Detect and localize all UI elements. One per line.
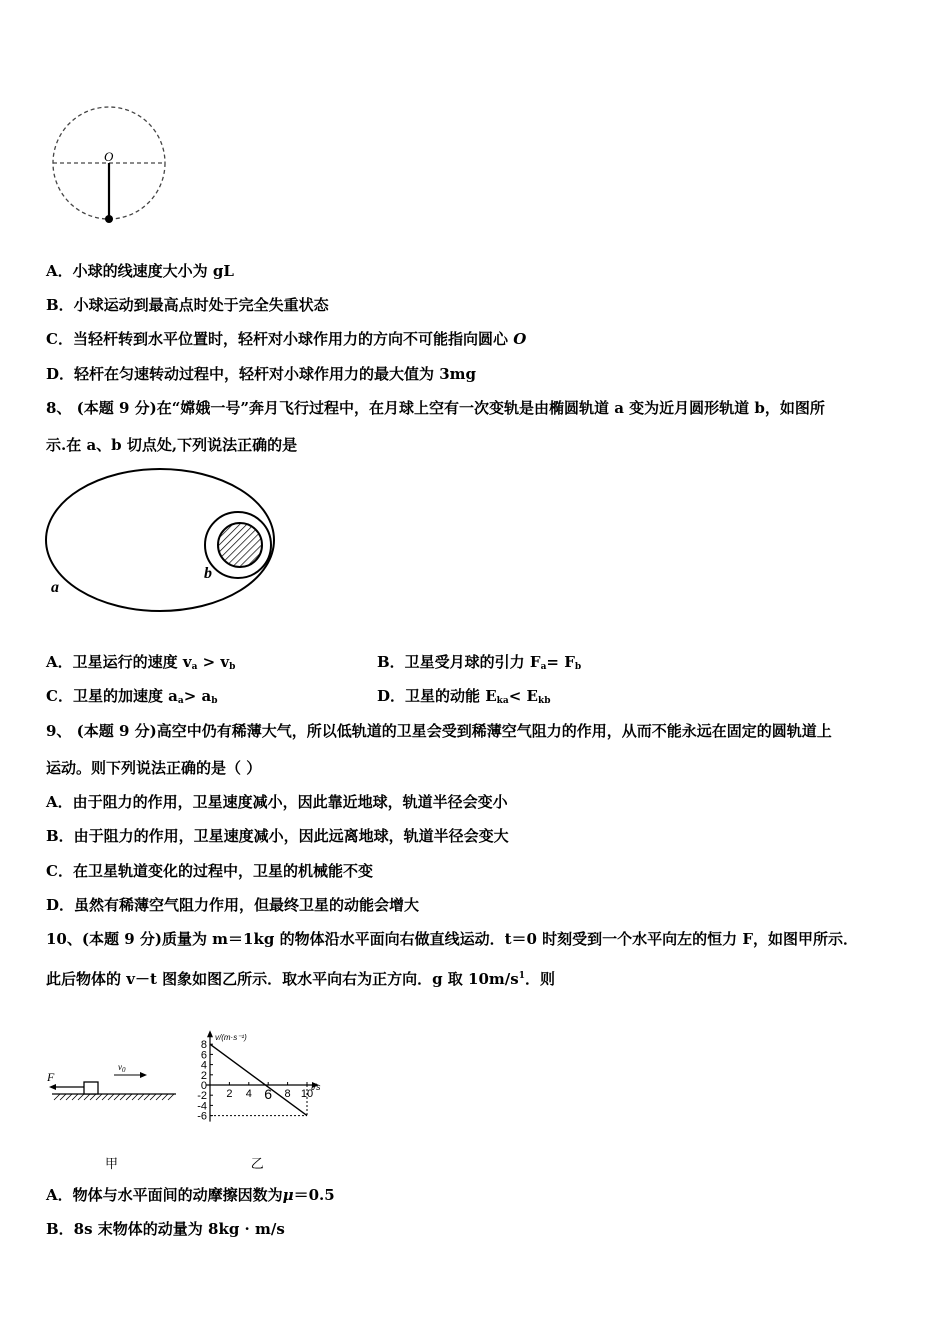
q8-opt-b-text: B．卫星受月球的引力 F	[377, 653, 541, 671]
q7-circle-figure	[48, 100, 170, 230]
small-ball	[105, 215, 113, 223]
label-f: F	[47, 1070, 55, 1084]
q8-opt-b-sub2: b	[574, 662, 582, 672]
q9-stem-line-2: 运动。则下列说法正确的是（ ）	[46, 759, 262, 777]
q9-option-d: D．虽然有稀薄空气阻力作用，但最终卫星的动能会增大	[46, 896, 420, 914]
caption-yi: 乙	[250, 1157, 264, 1172]
q8-orbit-figure	[44, 465, 284, 615]
x-tick-label: 10	[300, 1088, 314, 1100]
q8-opt-c-sub2: b	[211, 696, 218, 706]
q7-option-a: A．小球的线速度大小为 gL	[46, 262, 234, 280]
label-v0-main: v	[118, 1062, 122, 1072]
q8-opt-d-mid: < E	[508, 687, 538, 705]
q8-stem-line-2: 示.在 a、b 切点处,下列说法正确的是	[46, 436, 298, 454]
y-tick-label: 2	[200, 1069, 207, 1082]
y-tick-label: 4	[200, 1059, 207, 1072]
label-v0	[118, 1062, 126, 1074]
orbit-label-b: b	[204, 565, 212, 582]
q7-option-c-text: C．当轻杆转到水平位置时，轻杆对小球作用力的方向不可能指向圆心	[46, 330, 508, 348]
q10-stem-line-2	[46, 966, 555, 989]
y-axis-arrow	[207, 1030, 213, 1037]
orbit-label-a: a	[51, 579, 59, 596]
block	[84, 1082, 98, 1094]
q8-opt-a-sub1: a	[191, 662, 198, 672]
x-tick-label: 4	[245, 1088, 252, 1100]
x-axis-label: t/s	[311, 1082, 321, 1092]
q10-stem-line-2-text: 此后物体的 v－t 图象如图乙所示．取水平向右为正方向．g 取 10m/s	[46, 970, 519, 988]
y-tick-label: 6	[200, 1049, 207, 1062]
x-tick-label: 8	[284, 1088, 291, 1100]
q10-option-a	[46, 1185, 335, 1205]
q8-opt-a-mid: > v	[197, 653, 230, 671]
q8-opt-d-sub1: ka	[496, 696, 509, 706]
q9-option-c: C．在卫星轨道变化的过程中，卫星的机械能不变	[46, 862, 373, 880]
q10-stem-line-1: 10、(本题 9 分)质量为 m＝1kg 的物体沿水平面向右做直线运动．t＝0 时刻受到一个水平向左的恒力 F，如图甲所示．	[46, 930, 859, 948]
y-tick-label: 0	[200, 1080, 207, 1092]
q8-opt-c-sub1: a	[177, 696, 184, 706]
q10-opt-a-mu: μ	[282, 1186, 294, 1204]
label-v0-sub: 0	[122, 1066, 126, 1074]
q10-vt-chart	[190, 998, 350, 1173]
y-tick-label: 8	[200, 1039, 207, 1052]
velocity-arrowhead	[140, 1072, 147, 1078]
q8-opt-b-sub1: a	[540, 662, 547, 672]
y-tick-label: -4	[197, 1100, 207, 1113]
y-axis-label: v/(m·s⁻¹)	[215, 1033, 247, 1043]
x-tick-label: 6	[264, 1086, 273, 1102]
q8-opt-c-text: C．卫星的加速度 a	[46, 687, 178, 705]
q9-stem-line-1: 9、 (本题 9 分)高空中仍有稀薄大气，所以低轨道的卫星会受到稀薄空气阻力的作用，从而不能永远在固定的圆轨道上	[46, 722, 832, 740]
q8-opt-c-mid: > a	[183, 687, 212, 705]
q8-option-c	[46, 686, 218, 711]
q10-stem-line-2-end: ．则	[524, 970, 555, 988]
vt-series-line	[210, 1044, 307, 1115]
q8-opt-a-text: A．卫星运行的速度 v	[46, 653, 192, 671]
q10-stem-sup: 1	[518, 971, 525, 981]
q8-opt-a-sub2: b	[229, 662, 236, 672]
ground-hatching	[54, 1094, 174, 1100]
q8-option-a	[46, 652, 235, 677]
y-tick-label: -2	[197, 1090, 207, 1103]
moon	[218, 523, 262, 567]
y-tick-label: -6	[197, 1110, 207, 1123]
q7-option-b: B．小球运动到最高点时处于完全失重状态	[46, 296, 329, 314]
force-arrowhead	[49, 1084, 56, 1090]
q7-option-c	[46, 329, 526, 349]
q8-stem-line-1: 8、 (本题 9 分)在“嫦娥一号”奔月飞行过程中，在月球上空有一次变轨是由椭圆轨道 a 变为近月圆形轨道 b，如图所	[46, 399, 825, 417]
q10-figure-jia	[44, 1050, 184, 1175]
q10-option-b: B．8s 末物体的动量为 8kg · m/s	[46, 1220, 285, 1238]
q8-opt-b-mid: = F	[546, 653, 575, 671]
q10-opt-a-text: A．物体与水平面间的动摩擦因数为	[46, 1186, 283, 1204]
caption-jia: 甲	[105, 1157, 119, 1172]
q7-option-d: D．轻杆在匀速转动过程中，轻杆对小球作用力的最大值为 3mg	[46, 365, 477, 383]
q7-option-c-symbol: O	[513, 330, 527, 348]
q8-opt-d-sub2: kb	[537, 696, 551, 706]
q9-option-a: A．由于阻力的作用，卫星速度减小，因此靠近地球，轨道半径会变小	[46, 793, 508, 811]
q8-option-b	[377, 652, 581, 677]
q8-opt-d-text: D．卫星的动能 E	[377, 687, 497, 705]
center-label-o: O	[104, 149, 114, 164]
q8-option-d	[377, 686, 551, 711]
x-tick-label: 2	[226, 1088, 233, 1100]
q10-opt-a-value: ＝0.5	[293, 1186, 335, 1204]
q9-option-b: B．由于阻力的作用，卫星速度减小，因此远离地球，轨道半径会变大	[46, 827, 509, 845]
